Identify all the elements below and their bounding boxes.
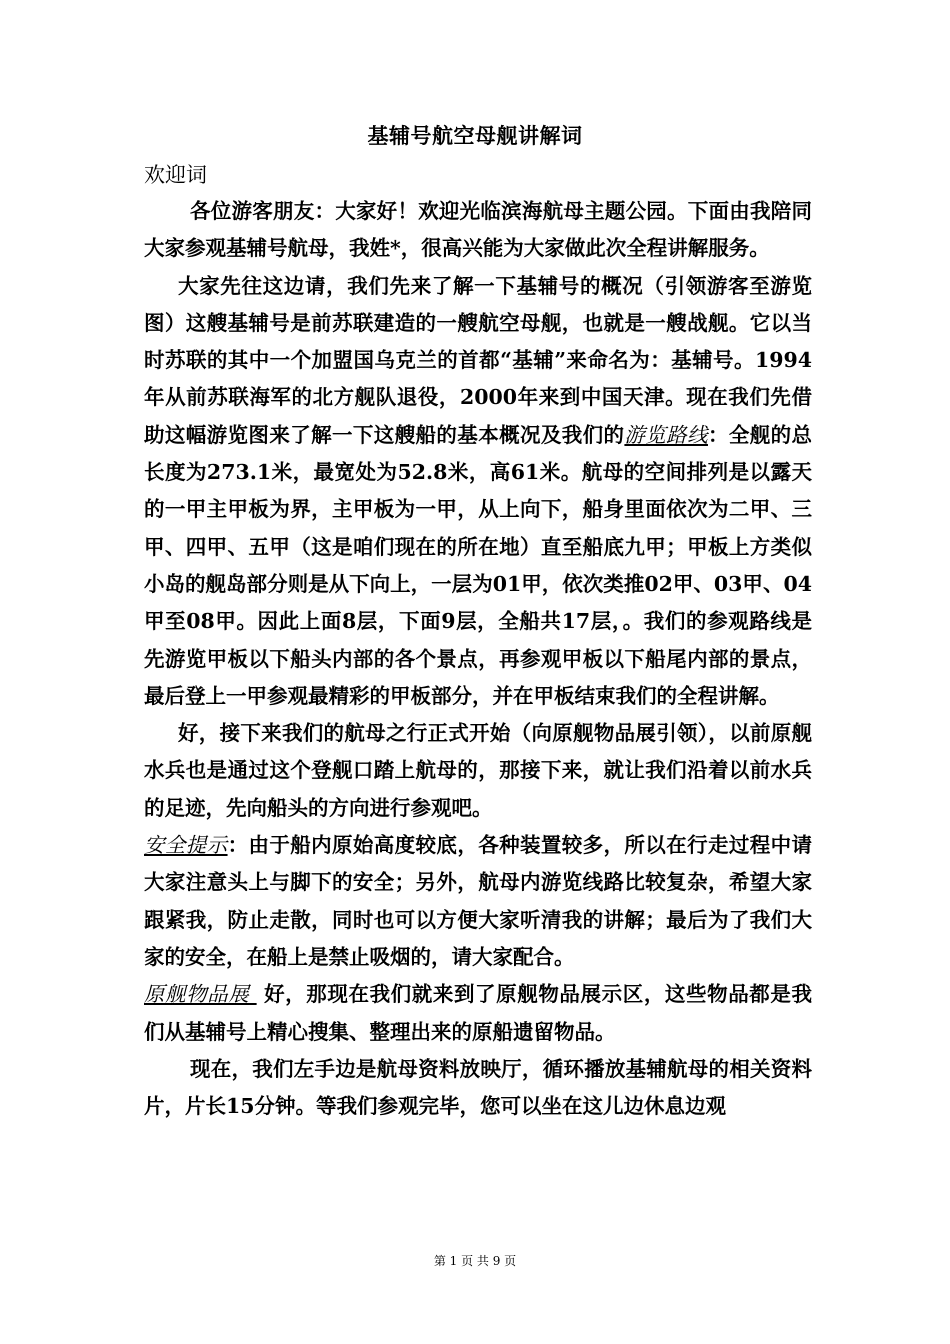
paragraph-exhibit xyxy=(144,976,812,1051)
document-body xyxy=(144,193,812,1125)
paragraph-overview-text: 大家先往这边请，我们先来了解一下基辅号的概况（引领游客至游览图）这艘基辅号是前苏联建造的一艘航空母舰，也就是一艘战舰。它以当时苏联的其中一个加盟国乌克兰的首都“基辅”来命名为：基辅号。1994年从前苏联海军的北方舰队退役，2000年来到中国天津。现在我们先借助这幅游览图来了解一下这艘船的基本概况及我们的 xyxy=(144,273,812,447)
paragraph-safety-text: ：由于船内原始高度较底，各种装置较多，所以在行走过程中请大家注意头上与脚下的安全；另外，航母内游览线路比较复杂，希望大家跟紧我，防止走散，同时也可以方便大家听清我的讲解；最后为了我们大家的安全，在船上是禁止吸烟的，请大家配合。 xyxy=(144,833,813,969)
exhibit-label: 原舰物品展 xyxy=(144,982,250,1007)
tour-route-label: 游览路线 xyxy=(624,422,708,447)
paragraph-exhibit-text: 好，那现在我们就来到了原舰物品展示区，这些物品都是我们从基辅号上精心搜集、整理出来的原船遗留物品。 xyxy=(144,982,812,1044)
paragraph-safety xyxy=(144,827,812,976)
paragraph-greeting: 各位游客朋友：大家好！欢迎光临滨海航母主题公园。下面由我陪同大家参观基辅号航母，我姓*，很高兴能为大家做此次全程讲解服务。 xyxy=(144,199,812,261)
page-footer: 第 1 页 共 9 页 xyxy=(433,1254,517,1268)
paragraph-start: 好，接下来我们的航母之行正式开始（向原舰物品展引领），以前原舰水兵也是通过这个登舰口踏上航母的，那接下来，就让我们沿着以前水兵的足迹，先向船头的方向进行参观吧。 xyxy=(144,721,812,820)
document-title: 基辅号航空母舰讲解词 xyxy=(367,123,583,148)
paragraph-overview-rest: ：全舰的总长度为273.1米，最宽处为52.8米，高61米。航母的空间排列是以露天的一甲主甲板为界，主甲板为一甲，从上向下，船身里面依次为二甲、三甲、四甲、五甲（这是咱们现在的所在地）直至船底九甲；甲板上方类似小岛的舰岛部分则是从下向上，一层为01甲，依次类推02甲、03甲、04甲至08甲。因此上面8层，下面9层，全船共17层，。我们的参观路线是先游览甲板以下船头内部的各个景点，再参观甲板以下船尾内部的景点，最后登上一甲参观最精彩的甲板部分，并在甲板结束我们的全程讲解。 xyxy=(144,422,813,708)
exhibit-label-gap xyxy=(249,976,263,1013)
section-heading: 欢迎词 xyxy=(144,163,207,187)
paragraph-cinema: 现在，我们左手边是航母资料放映厅，循环播放基辅航母的相关资料片，片长15分钟。等我们参观完毕，您可以坐在这儿边休息边观 xyxy=(144,1056,812,1119)
safety-tip-label: 安全提示 xyxy=(144,833,228,858)
paragraph-overview xyxy=(144,268,812,716)
